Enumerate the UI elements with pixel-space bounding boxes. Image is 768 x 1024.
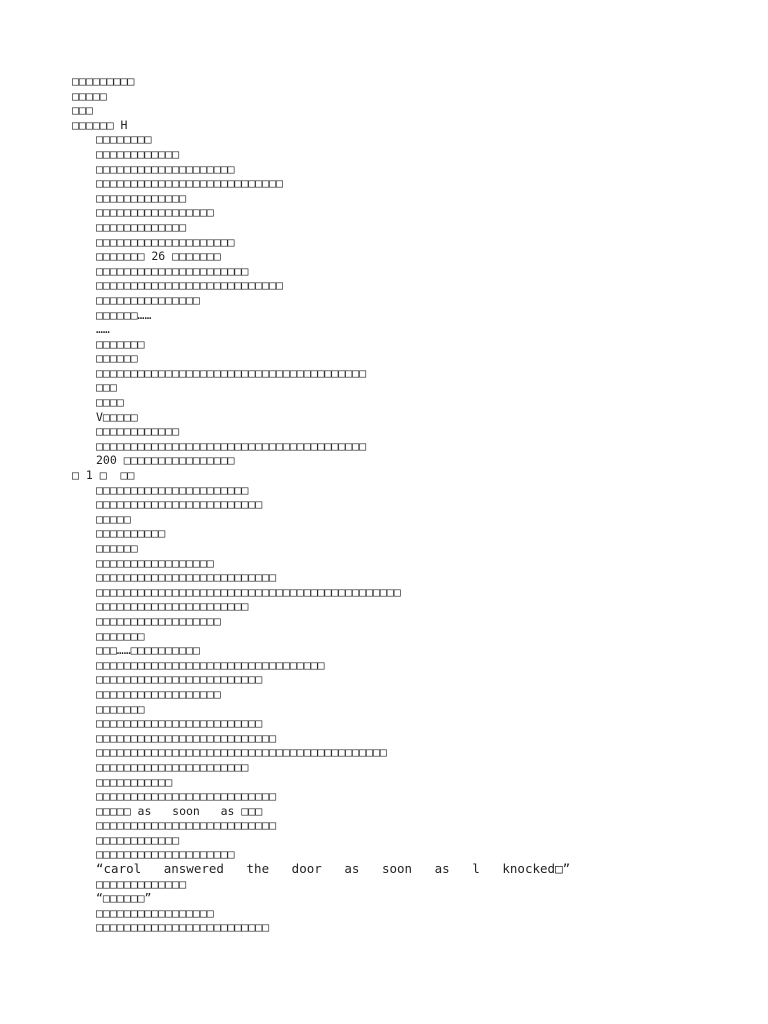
text-line: □□□□□□□□□□□□□□□□□□□□□□□□□□□ xyxy=(96,278,283,293)
text-line: V□□□□□ xyxy=(96,409,138,424)
text-line: □□□□□□□□□□□□□□□□□□□□□□□□□□□□□□□□□□□□□□□ xyxy=(96,438,367,453)
text-line: □□□□□□□□□□□□□□□□□□□□ xyxy=(96,161,235,176)
text-line: □□□□□□□□□ xyxy=(72,74,135,88)
text-line: □□□□ xyxy=(96,395,124,410)
text-line: □□□□□□□□□□□□ xyxy=(96,832,180,847)
text-line: □□□□□□□□□□□□□□□□□□□□□□□□□□ xyxy=(96,730,277,745)
text-line: □□□□□□□ xyxy=(96,628,145,643)
text-line: □□□□□□□□□□□□□□□□□□□□□□ xyxy=(96,599,249,614)
text-line: □□□□□□□□□□□□□□□□□□□□□□□□□□ xyxy=(96,789,277,804)
text-line: □□□□□□□□□□□□ xyxy=(96,424,180,439)
text-line: □□□□□□□□□□□□□□□□□□□□□□□□ xyxy=(96,672,263,687)
text-line: □□□□□ xyxy=(96,511,131,526)
text-line: □□□□□ as soon as □□□ xyxy=(96,803,263,818)
text-line: □□□□□□□□□□□□□□□□□□□□□□□□□□□ xyxy=(96,176,283,191)
text-line: □□□□□□□□□□□□□□□□□□□□□□ xyxy=(96,263,249,278)
text-line: □□□□□□□□□□□ xyxy=(96,774,173,789)
text-line: □□□□□□□□□□□□□ xyxy=(96,876,187,891)
text-line: □□□□□□□□□□□□□□□□□□□□□□□□□□ xyxy=(96,570,277,585)
text-line: □□□□□□□ xyxy=(96,701,145,716)
document-body xyxy=(0,74,768,935)
text-line: □□□□□□□ xyxy=(96,336,145,351)
text-line: □□□□□□ xyxy=(96,541,138,555)
text-line: “□□□□□□” xyxy=(96,891,152,906)
text-line: □□□□□□□□□□□□□□□□□□□□ xyxy=(96,847,235,862)
text-line: “carol answered the door as soon as l knocked□” xyxy=(96,862,571,877)
text-line: □□□……□□□□□□□□□□ xyxy=(96,643,200,658)
text-line: □□□□□□□□□□□□□□□□□□ xyxy=(96,613,221,628)
text-line: □□□□□□□□□□□□□□□□□ xyxy=(96,205,214,220)
text-line: □□□ xyxy=(72,103,93,118)
text-line: 200 □□□□□□□□□□□□□□□□ xyxy=(96,453,235,468)
text-line: □□□□□□□□□□□□□□□□□□ xyxy=(96,686,221,701)
text-line: □□□□□□□□□□□□□□□□□□□□□□□□□□□□□□□□□ xyxy=(96,657,325,672)
text-line: □□□□□□ xyxy=(96,351,138,366)
text-line: □□□□□□□□□□□□□□□ xyxy=(96,292,200,307)
text-line: □□□□□□□□□□□□□□□□□□□□□□ xyxy=(96,759,249,774)
text-line: □□□□□□□□□□□□□□□□□□□□□□□□□□□□□□□□□□□□□□□□□□ xyxy=(96,745,387,760)
text-line: □□□□□□□□□□□□ xyxy=(96,146,180,161)
text-line: □□□□□□□ 26 □□□□□□□ xyxy=(96,249,221,264)
text-line: □□□□□□□□□□□□□□□□□□□□□□□□□□□□□□□□□□□□□□□ xyxy=(96,365,367,380)
text-line: □□□□□□□□□□□□□□□□□□□□□□ xyxy=(96,482,249,497)
text-line: □□□□□□…… xyxy=(96,307,152,322)
text-line: □□□□□□□□□□□□□□□□□□□□□□□□ xyxy=(96,497,263,512)
text-line: □□□□□□□□ xyxy=(96,132,152,147)
text-line: □□□□□□□□□□□□□ xyxy=(96,219,187,234)
text-line: □□□□□□□□□□□□□ xyxy=(96,190,187,205)
text-line: …… xyxy=(96,322,110,337)
text-line: □□□□□ xyxy=(72,88,107,103)
text-line: □□□□□□□□□□□□□□□□□□□□□□□□□ xyxy=(96,920,270,935)
text-line: □□□□□□□□□□□□□□□□□□□□ xyxy=(96,234,235,249)
text-line: □□□□□□□□□□□□□□□□□ xyxy=(96,555,214,570)
text-line: □ 1 □ □□ xyxy=(72,468,135,483)
text-line: □□□□□□□□□□□□□□□□□□□□□□□□ xyxy=(96,716,263,731)
text-line: □□□ xyxy=(96,380,117,395)
text-line: □□□□□□□□□□ xyxy=(96,526,166,541)
text-line: □□□□□□ H xyxy=(72,117,128,132)
text-line: □□□□□□□□□□□□□□□□□□□□□□□□□□ xyxy=(96,818,277,833)
text-line: □□□□□□□□□□□□□□□□□□□□□□□□□□□□□□□□□□□□□□□□□□□□ xyxy=(96,584,401,599)
text-line: □□□□□□□□□□□□□□□□□ xyxy=(96,905,214,920)
